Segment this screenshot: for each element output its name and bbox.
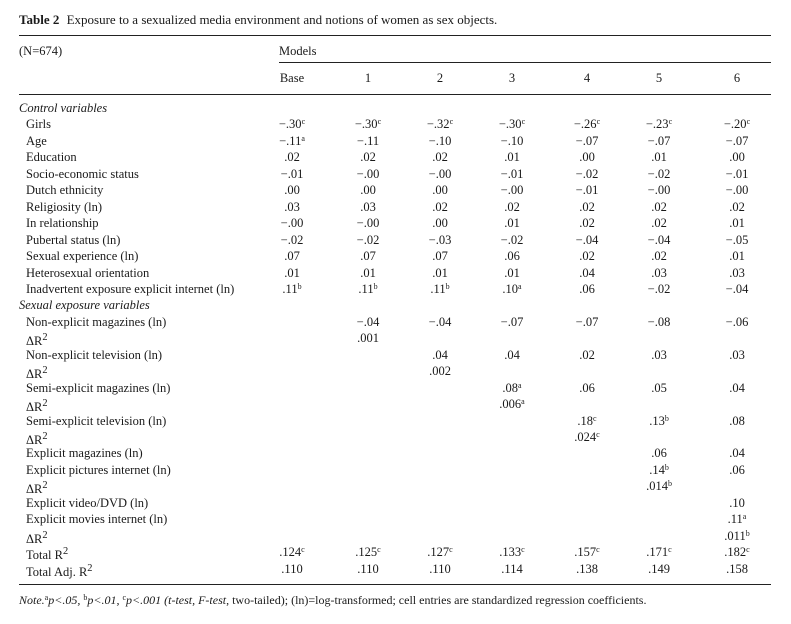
models-label: Models xyxy=(279,44,317,58)
table-cell: .006$^a$ xyxy=(499,397,525,412)
table-cell: .03 xyxy=(729,347,745,362)
row-label: Pubertal status (ln) xyxy=(26,232,121,247)
row-label: $\Delta R^2$ xyxy=(26,480,48,497)
note-p01: p<.01, xyxy=(87,593,123,607)
column-header: 2 xyxy=(436,71,444,85)
note-rest: , two-tailed); (ln)=log-transformed; cell entries are standardized regression coefficients. xyxy=(226,593,647,607)
table-cell: .01 xyxy=(360,265,376,280)
row-label: Explicit movies internet (ln) xyxy=(26,512,168,527)
table-cell: .06 xyxy=(579,380,595,395)
row-label: In relationship xyxy=(26,216,99,231)
row-label: Explicit pictures internet (ln) xyxy=(26,462,171,477)
header-rule xyxy=(19,94,771,95)
row-label: Sexual experience (ln) xyxy=(26,249,139,264)
row-label: Girls xyxy=(26,117,51,132)
table-cell: .02 xyxy=(729,199,745,214)
row-label: $\Delta R^2$ xyxy=(26,398,48,415)
table-cell: −.07 xyxy=(500,314,524,329)
table-cell: −.11 xyxy=(356,133,380,148)
table-cell: .08$^a$ xyxy=(502,380,522,395)
table-cell: −.04 xyxy=(356,314,380,329)
table-cell: .182$^c$ xyxy=(724,545,750,560)
table-cell: .171$^c$ xyxy=(646,545,672,560)
table-cell: .00 xyxy=(432,183,448,198)
table-cell: .158 xyxy=(726,561,748,576)
table-cell: .03 xyxy=(729,265,745,280)
table-cell: −.10 xyxy=(428,133,452,148)
table-cell: −.02 xyxy=(280,232,304,247)
table-cell: −.01 xyxy=(725,166,749,181)
table-cell: .001 xyxy=(357,331,379,346)
table-note xyxy=(19,593,646,608)
table-cell: −.08 xyxy=(647,314,671,329)
table-cell: −.01 xyxy=(280,166,304,181)
table-cell: .03 xyxy=(360,199,376,214)
table-cell: .08 xyxy=(729,413,745,428)
table-cell: −.26$^c$ xyxy=(573,117,601,132)
table-cell: .01 xyxy=(504,150,520,165)
table-cell: .07 xyxy=(432,249,448,264)
table-cell: .14$^b$ xyxy=(649,462,669,477)
table-cell: −.04 xyxy=(647,232,671,247)
table-cell: .04 xyxy=(729,446,745,461)
table-cell: .02 xyxy=(651,216,667,231)
row-label: $\Delta R^2$ xyxy=(26,529,48,546)
table-cell: .13$^b$ xyxy=(649,413,669,428)
row-label: Socio-economic status xyxy=(26,166,139,181)
table-cell: .02 xyxy=(432,150,448,165)
row-label: Heterosexual orientation xyxy=(26,265,150,280)
table-cell: .11$^b$ xyxy=(430,281,450,296)
table-cell: .00 xyxy=(360,183,376,198)
row-label: Age xyxy=(26,133,47,148)
table-cell: .10 xyxy=(729,495,745,510)
note-test: t-test, F-test xyxy=(168,593,227,607)
table-cell: −.00 xyxy=(725,183,749,198)
table-cell: .03 xyxy=(651,347,667,362)
table-cell: .125$^c$ xyxy=(355,545,381,560)
row-label: $\Delta R^2$ xyxy=(26,431,48,448)
table-cell: −.23$^c$ xyxy=(645,117,673,132)
table-cell: −.02 xyxy=(575,166,599,181)
row-label: Religiosity (ln) xyxy=(26,199,103,214)
table-cell: −.02 xyxy=(647,281,671,296)
table-cell: −.03 xyxy=(428,232,452,247)
row-label: Inadvertent exposure explicit internet (ln) xyxy=(26,281,235,296)
table-cell: .157$^c$ xyxy=(574,545,600,560)
table-cell: .02 xyxy=(651,199,667,214)
table-cell: .01 xyxy=(729,216,745,231)
column-header: 3 xyxy=(508,71,516,85)
table-cell: .01 xyxy=(504,216,520,231)
table-cell: −.00 xyxy=(500,183,524,198)
table-cell: −.06 xyxy=(725,314,749,329)
table-cell: .149 xyxy=(648,561,670,576)
row-label: Non-explicit magazines (ln) xyxy=(26,314,167,329)
table-cell: .02 xyxy=(284,150,300,165)
table-cell: .06 xyxy=(579,281,595,296)
table-cell: .02 xyxy=(432,199,448,214)
table-cell: .04 xyxy=(579,265,595,280)
table-cell: −.30$^c$ xyxy=(278,117,306,132)
table-cell: .138 xyxy=(576,561,598,576)
table-cell: −.11$^a$ xyxy=(279,133,305,148)
table-cell: .01 xyxy=(504,265,520,280)
table-cell: .110 xyxy=(281,561,303,576)
table-cell: .05 xyxy=(651,380,667,395)
table-cell: −.00 xyxy=(647,183,671,198)
row-label: Non-explicit television (ln) xyxy=(26,347,163,362)
table-cell: .02 xyxy=(579,216,595,231)
table-cell: −.30$^c$ xyxy=(498,117,526,132)
table-cell: −.01 xyxy=(575,183,599,198)
note-p001: p<.001 ( xyxy=(126,593,169,607)
table-cell: −.30$^c$ xyxy=(354,117,382,132)
table-cell: .024$^c$ xyxy=(574,430,600,444)
table-cell: −.02 xyxy=(647,166,671,181)
table-cell: −.04 xyxy=(575,232,599,247)
row-label: Semi-explicit television (ln) xyxy=(26,413,167,428)
table-cell: −.01 xyxy=(500,166,524,181)
table-cell: .114 xyxy=(501,561,523,576)
table-cell: −.05 xyxy=(725,232,749,247)
table-caption xyxy=(19,12,497,28)
row-label: Total $R^2$ xyxy=(26,546,69,563)
table-cell: .02 xyxy=(579,199,595,214)
row-label: Total Adj. $R^2$ xyxy=(26,562,93,579)
table-cell: .04 xyxy=(504,347,520,362)
row-label: $\Delta R^2$ xyxy=(26,365,48,382)
table-cell: .00 xyxy=(579,150,595,165)
table-cell: −.20$^c$ xyxy=(723,117,751,132)
note-sup-b: b xyxy=(83,593,88,602)
table-cell: .01 xyxy=(651,150,667,165)
table-cell: .110 xyxy=(429,561,451,576)
table-cell: −.00 xyxy=(428,166,452,181)
top-rule xyxy=(19,35,771,36)
table-cell: .03 xyxy=(651,265,667,280)
table-title: Exposure to a sexualized media environment and notions of women as sex objects. xyxy=(66,12,498,27)
column-header: Base xyxy=(279,71,305,85)
models-rule xyxy=(279,62,771,63)
n-label: (N=674) xyxy=(19,44,63,58)
section-heading: Control variables xyxy=(19,101,108,115)
table-label: Table 2 xyxy=(19,12,60,27)
table-cell: .02 xyxy=(651,249,667,264)
table-cell: .02 xyxy=(360,150,376,165)
table-cell: −.10 xyxy=(500,133,524,148)
table-cell: .127$^c$ xyxy=(427,545,453,560)
table-cell: .133$^c$ xyxy=(499,545,525,560)
table-cell: .11$^b$ xyxy=(358,281,378,296)
row-label: $\Delta R^2$ xyxy=(26,332,48,349)
table-cell: .04 xyxy=(729,380,745,395)
note-sup-a: a xyxy=(44,593,49,602)
table-cell: .11$^a$ xyxy=(727,512,747,527)
table-cell: −.00 xyxy=(356,216,380,231)
row-label: Explicit video/DVD (ln) xyxy=(26,495,149,510)
table-cell: .02 xyxy=(579,249,595,264)
row-label: Semi-explicit magazines (ln) xyxy=(26,380,171,395)
note-lead: Note. xyxy=(19,593,45,607)
table-cell: .04 xyxy=(432,347,448,362)
table-cell: .124$^c$ xyxy=(279,545,305,560)
table-cell: −.32$^c$ xyxy=(426,117,454,132)
table-cell: .11$^b$ xyxy=(282,281,302,296)
table-cell: .06 xyxy=(651,446,667,461)
table-cell: −.02 xyxy=(356,232,380,247)
note-p05: p<.05, xyxy=(48,593,84,607)
row-label: Dutch ethnicity xyxy=(26,183,104,198)
table-cell: .18$^c$ xyxy=(577,413,597,428)
table-cell: −.04 xyxy=(725,281,749,296)
table-cell: .00 xyxy=(432,216,448,231)
table-cell: −.07 xyxy=(647,133,671,148)
table-cell: .02 xyxy=(579,347,595,362)
column-header: 6 xyxy=(733,71,741,85)
table-cell: .011$^b$ xyxy=(724,528,750,543)
table-cell: −.04 xyxy=(428,314,452,329)
bottom-rule xyxy=(19,584,771,585)
note-sup-c: c xyxy=(122,593,127,602)
table-cell: .01 xyxy=(284,265,300,280)
table-cell: .06 xyxy=(504,249,520,264)
row-label: Explicit magazines (ln) xyxy=(26,446,143,461)
table-cell: .014$^b$ xyxy=(646,479,672,494)
table-cell: .00 xyxy=(729,150,745,165)
column-header: 5 xyxy=(655,71,663,85)
table-cell: .03 xyxy=(284,199,300,214)
table-cell: −.00 xyxy=(280,216,304,231)
table-cell: .02 xyxy=(504,199,520,214)
table-cell: .06 xyxy=(729,462,745,477)
column-header: 1 xyxy=(364,71,372,85)
table-cell: −.07 xyxy=(725,133,749,148)
row-label: Education xyxy=(26,150,77,165)
table-cell: .00 xyxy=(284,183,300,198)
table-cell: −.00 xyxy=(356,166,380,181)
table-cell: .01 xyxy=(729,249,745,264)
table-cell: .07 xyxy=(284,249,300,264)
table-cell: −.02 xyxy=(500,232,524,247)
table-cell: .10$^a$ xyxy=(502,281,522,296)
table-cell: .002 xyxy=(429,364,451,379)
column-header: 4 xyxy=(583,71,591,85)
table-cell: .110 xyxy=(357,561,379,576)
section-heading: Sexual exposure variables xyxy=(19,298,150,313)
table-cell: −.07 xyxy=(575,133,599,148)
table-cell: .07 xyxy=(360,249,376,264)
table-cell: .01 xyxy=(432,265,448,280)
table-cell: −.07 xyxy=(575,314,599,329)
